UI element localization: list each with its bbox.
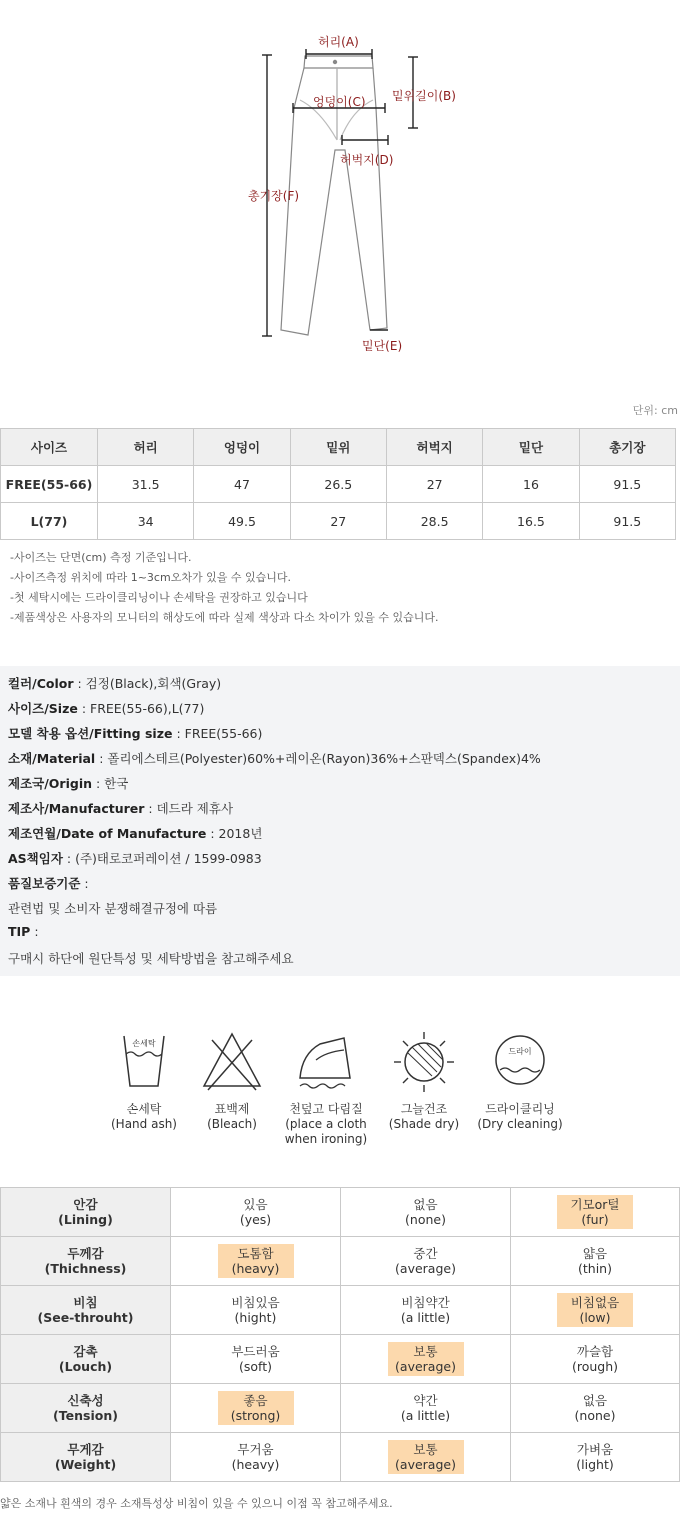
dry-clean-icon [488, 1030, 552, 1094]
care-label-en: when ironing) [284, 1132, 368, 1146]
property-name [1, 1286, 171, 1335]
table-cell: 26.5 [290, 466, 386, 503]
note-line: -사이즈측정 위치에 따라 1~3cm오차가 있을 수 있습니다. [10, 571, 291, 584]
selected-option [557, 1195, 633, 1229]
svg-text:드라이: 드라이 [508, 1047, 532, 1056]
option [388, 1244, 464, 1278]
property-option [511, 1286, 680, 1335]
selected-option [557, 1293, 633, 1327]
option [557, 1440, 633, 1474]
option-ko: 좋음 [243, 1393, 268, 1408]
option [388, 1195, 464, 1229]
header-cell: 밑단 [483, 429, 579, 466]
option-en: (thin) [578, 1261, 612, 1276]
property-option [341, 1188, 511, 1237]
care-shade-dry [378, 1030, 470, 1132]
property-name-en: (See-throuht) [37, 1310, 134, 1325]
option-ko: 무거움 [237, 1442, 274, 1457]
info-row: 모델 착용 옵션/Fitting size : FREE(55-66) [8, 726, 263, 741]
care-label-en: (Hand ash) [111, 1117, 177, 1131]
option [388, 1391, 464, 1425]
option-ko: 도톰함 [237, 1246, 274, 1261]
option-en: (heavy) [231, 1457, 280, 1472]
option [557, 1244, 633, 1278]
header-cell: 총기장 [579, 429, 675, 466]
option-en: (heavy) [231, 1261, 280, 1276]
care-label-ko: 그늘건조 [400, 1102, 448, 1116]
property-name [1, 1433, 171, 1482]
option [388, 1293, 464, 1327]
option-ko: 보통 [413, 1442, 438, 1457]
info-row: 제조국/Origin : 한국 [8, 776, 129, 791]
info-row: 품질보증기준 : [8, 876, 89, 891]
table-cell: 27 [386, 466, 482, 503]
option-ko: 부드러움 [231, 1344, 280, 1359]
option [218, 1342, 294, 1376]
property-option [511, 1237, 680, 1286]
size-table-header [1, 429, 676, 466]
option [557, 1342, 633, 1376]
option-en: (soft) [239, 1359, 272, 1374]
property-name-ko: 신축성 [67, 1393, 104, 1408]
option [557, 1391, 633, 1425]
table-cell: 91.5 [579, 503, 675, 540]
property-option [511, 1188, 680, 1237]
property-name-en: (Louch) [58, 1359, 113, 1374]
hand-wash-icon [114, 1030, 174, 1094]
note-line: -제품색상은 사용자의 모니터의 해상도에 따라 실제 색상과 다소 차이가 있을 수 있습니다. [10, 611, 439, 624]
property-name-en: (Tension) [53, 1408, 118, 1423]
option-ko: 까슬함 [576, 1344, 614, 1359]
selected-option [388, 1342, 464, 1376]
table-cell: FREE(55-66) [1, 466, 98, 503]
option-en: (average) [395, 1359, 456, 1374]
table-cell: 16 [483, 466, 579, 503]
property-option [341, 1237, 511, 1286]
property-name [1, 1237, 171, 1286]
care-label-en: (Bleach) [207, 1117, 257, 1131]
info-row: AS책임자 : (주)태로코퍼레이션 / 1599-0983 [8, 851, 262, 866]
header-cell: 엉덩이 [194, 429, 290, 466]
property-option [171, 1188, 341, 1237]
rise-label: 밑위길이(B) [392, 89, 456, 103]
header-cell: 허벅지 [386, 429, 482, 466]
care-label-ko: 표백제 [214, 1102, 250, 1116]
option-en: (strong) [230, 1408, 281, 1423]
hem-label: 밑단(E) [362, 339, 403, 353]
option-ko: 보통 [413, 1344, 438, 1359]
info-row: 제조연월/Date of Manufacture : 2018년 [8, 826, 263, 841]
table-row [1, 1335, 680, 1384]
option-en: (rough) [571, 1359, 619, 1374]
unit-label: 단위: cm [632, 404, 678, 417]
property-name-ko: 비침 [73, 1295, 98, 1310]
property-name-ko: 감촉 [73, 1344, 98, 1359]
option-ko: 가벼움 [576, 1442, 614, 1457]
pants-diagram [0, 0, 680, 400]
property-option [341, 1335, 511, 1384]
option-en: (light) [576, 1457, 614, 1472]
size-table [0, 428, 676, 540]
table-cell: 49.5 [194, 503, 290, 540]
care-label-ko: 손세탁 [126, 1102, 162, 1116]
option-ko: 중간 [413, 1246, 438, 1261]
property-option [171, 1286, 341, 1335]
property-name-en: (Lining) [58, 1212, 113, 1227]
table-row [1, 466, 676, 503]
footnote: 얇은 소재나 흰색의 경우 소재특성상 비침이 있을 수 있으니 이점 꼭 참고해주세요. [0, 1497, 393, 1510]
table-cell: 16.5 [483, 503, 579, 540]
property-option [341, 1384, 511, 1433]
table-row [1, 1433, 680, 1482]
table-cell: 27 [290, 503, 386, 540]
no-bleach-icon [200, 1030, 264, 1094]
property-option [341, 1433, 511, 1482]
property-name-ko: 무게감 [67, 1442, 104, 1457]
table-cell: 28.5 [386, 503, 482, 540]
option [218, 1293, 294, 1327]
option-en: (a little) [400, 1310, 451, 1325]
selected-option [218, 1244, 294, 1278]
shade-dry-icon [392, 1030, 456, 1094]
info-row: 소재/Material : 폴리에스테르(Polyester)60%+레이온(Rayon)36%+스판덱스(Spandex)4% [8, 751, 541, 766]
option-ko: 없음 [413, 1197, 438, 1212]
care-hand-wash [98, 1030, 190, 1132]
option [218, 1440, 294, 1474]
header-cell: 밑위 [290, 429, 386, 466]
option-ko: 있음 [243, 1197, 268, 1212]
table-cell: 34 [98, 503, 194, 540]
note-line: -첫 세탁시에는 드라이클리닝이나 손세탁을 권장하고 있습니다 [10, 591, 308, 604]
thigh-label: 허벅지(D) [340, 153, 394, 167]
property-option [511, 1433, 680, 1482]
property-name-ko: 안감 [73, 1197, 98, 1212]
info-row: 컬러/Color : 검정(Black),회색(Gray) [8, 676, 222, 691]
table-row [1, 503, 676, 540]
care-label-ko: 드라이클리닝 [485, 1102, 555, 1116]
info-row: 제조사/Manufacturer : 데드라 제휴사 [8, 801, 234, 816]
care-no-bleach [186, 1030, 278, 1132]
option-en: (a little) [400, 1408, 451, 1423]
info-row: 사이즈/Size : FREE(55-66),L(77) [8, 701, 205, 716]
fabric-property-body [1, 1188, 680, 1482]
care-label-en: (Dry cleaning) [477, 1117, 563, 1131]
size-notes [10, 548, 438, 628]
option-ko: 기모or털 [570, 1197, 620, 1212]
table-row [1, 1188, 680, 1237]
property-option [511, 1384, 680, 1433]
selected-option [218, 1391, 294, 1425]
waist-label: 허리(A) [318, 35, 359, 49]
option-ko: 없음 [582, 1393, 608, 1408]
note-line: -사이즈는 단면(cm) 측정 기준입니다. [10, 551, 192, 564]
option-en: (hight) [234, 1310, 277, 1325]
property-name [1, 1188, 171, 1237]
property-name [1, 1384, 171, 1433]
property-option [511, 1335, 680, 1384]
property-name-ko: 두께감 [67, 1246, 104, 1261]
option [218, 1195, 294, 1229]
table-cell: 91.5 [579, 466, 675, 503]
header-cell: 허리 [98, 429, 194, 466]
option-en: (none) [574, 1408, 616, 1423]
property-option [341, 1286, 511, 1335]
property-option [171, 1433, 341, 1482]
table-cell: 31.5 [98, 466, 194, 503]
table-cell: 47 [194, 466, 290, 503]
info-row: 관련법 및 소비자 분쟁해결규정에 따름 [8, 901, 218, 916]
option-ko: 얇음 [582, 1246, 608, 1261]
property-name [1, 1335, 171, 1384]
table-cell: L(77) [1, 503, 98, 540]
option-en: (none) [405, 1212, 446, 1227]
option-ko: 비침약간 [401, 1295, 450, 1310]
info-row: TIP : [8, 924, 39, 939]
care-iron [280, 1030, 372, 1147]
product-info [0, 666, 680, 976]
svg-text:손세탁: 손세탁 [132, 1039, 156, 1048]
table-row [1, 1286, 680, 1335]
option-ko: 비침있음 [231, 1295, 280, 1310]
property-option [171, 1335, 341, 1384]
header-cell: 사이즈 [1, 429, 98, 466]
property-name-en: (Weight) [54, 1457, 117, 1472]
table-row [1, 1237, 680, 1286]
care-label-en: (Shade dry) [388, 1117, 460, 1131]
iron-icon [294, 1030, 358, 1094]
total-length-label: 총기장(F) [248, 189, 300, 203]
care-label-en: (place a cloth [285, 1117, 367, 1131]
option-en: (average) [395, 1261, 456, 1276]
option-ko: 비침없음 [570, 1295, 620, 1310]
selected-option [388, 1440, 464, 1474]
care-label-ko: 천덮고 다림질 [289, 1102, 363, 1116]
option-ko: 약간 [413, 1393, 438, 1408]
property-name-en: (Thichness) [44, 1261, 127, 1276]
fabric-property-table [0, 1187, 680, 1482]
property-option [171, 1237, 341, 1286]
info-row: 구매시 하단에 원단특성 및 세탁방법을 참고해주세요 [8, 951, 294, 966]
option-en: (low) [579, 1310, 611, 1325]
option-en: (average) [395, 1457, 456, 1472]
option-en: (yes) [239, 1212, 272, 1227]
option-en: (fur) [581, 1212, 609, 1227]
property-option [171, 1384, 341, 1433]
care-dry-clean [472, 1030, 568, 1132]
table-row [1, 1384, 680, 1433]
hip-label: 엉덩이(C) [313, 95, 366, 109]
